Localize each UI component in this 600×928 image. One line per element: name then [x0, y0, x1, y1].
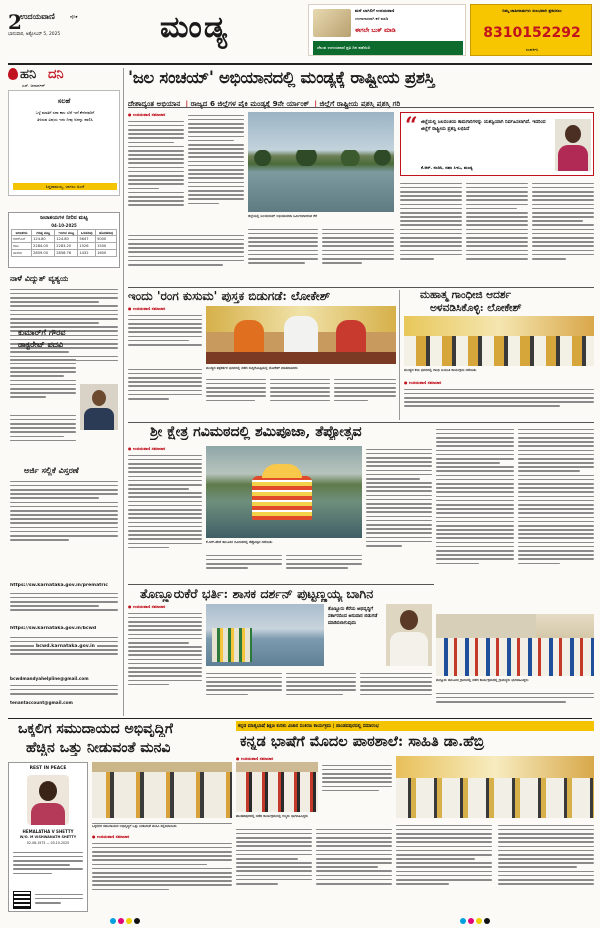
portrait-head: [400, 610, 418, 630]
kumar-body: [10, 356, 76, 412]
kannada-event-photo: [236, 762, 318, 812]
registration-mark: [134, 918, 140, 924]
paper-sub: ದೈನಿಕ: [70, 14, 78, 19]
ranga-col-5: [334, 376, 396, 420]
section-rule: [128, 287, 594, 288]
honey-logo-a: ಹನಿ: [20, 67, 37, 82]
kannada-col-5: [498, 822, 594, 912]
table-row: [12, 243, 117, 250]
kannada-stage-photo: [396, 756, 594, 818]
kannada-col-4: [396, 822, 492, 912]
kannada-col-3: [316, 826, 392, 912]
applications-link-2[interactable]: https://sw.karnataka.gov.in/bcwd: [10, 626, 97, 631]
applications-link-1[interactable]: https://sw.karnataka.gov.in/prematric: [10, 583, 108, 588]
classified-ad[interactable]: [470, 4, 592, 56]
kumar-portrait: [80, 384, 118, 430]
lake-trees: [248, 150, 394, 166]
water-table-title: ಜಲಾಶಯಗಳ ನೀರಿನ ಮಟ್ಟ: [40, 215, 88, 221]
applications-body: [10, 478, 118, 582]
subhead-separator: |: [185, 99, 191, 108]
water-level-table-box: [8, 212, 120, 268]
obituary-body: [13, 849, 83, 889]
lead-subhead-c: ಜಿಲ್ಲೆಗೆ ರಾಷ್ಟ್ರೀಯ ಪ್ರಶಸ್ತಿ ಪ್ರಶಸ್ತಿ ಗರಿ: [319, 99, 401, 108]
table-cell: 2283.20: [55, 243, 78, 250]
lead-quote-text: ಜಿಲ್ಲೆಯಲ್ಲಿ ಜಲಸಂಚಯ ಕಾಮಗಾರಿಗಳನ್ನು ಯಶಸ್ವಿಯಾಗಿ ನಿರ್ವಹಿಸಲಾಗಿದೆ. ಇದರಿಂದ ಜಿಲ್ಲೆಗೆ ರಾಷ್ಟ್ರೀಯ ಪ್ರಶಸ್ತಿ ಲಭಿಸಿದೆ: [421, 120, 546, 132]
tonnur-lake-photo: [206, 604, 324, 666]
applications-body-3: [10, 634, 118, 674]
applications-body-2: [10, 590, 118, 624]
table-cell: 124.80: [32, 236, 55, 243]
lead-col-2: [188, 112, 244, 230]
portrait-body: [31, 803, 65, 825]
decorated-boat: [252, 476, 312, 520]
ad-center-top: ಮನೆ ಬಾಗಿಲಿಗೆ ಉದಯವಾಣಿ: [355, 8, 395, 13]
group-figures: [396, 778, 594, 818]
tonnur-col-1: [128, 610, 202, 714]
honey-dani-column: [8, 68, 120, 208]
boat-lights: [262, 464, 302, 478]
ranga-press-photo: [206, 306, 396, 364]
gandhi-col-1: [404, 386, 594, 420]
stage-backdrop: [396, 756, 594, 778]
tonnur-headline: ತೊಣ್ಣೂರುಕೆರೆ ಭರ್ತಿ: ಶಾಸಕ ದರ್ಶನ್ ಪುಟ್ಟಣ್ಣಯ್ಯ ಬಾಗಿನ: [140, 586, 374, 601]
okkaliga-dateline: ● ಉದಯವಾಣಿ ಸಮಾಚಾರ: [92, 834, 130, 839]
lead-subhead-b: ರಾಜ್ಯದ 6 ಜಿಲ್ಲೆಗಳ ಪೈಕಿ ಮಂಡ್ಯಕ್ಕೆ 9ನೇ ರ್ಯಾಂಕ್: [190, 99, 310, 108]
ranga-col-3: [206, 376, 266, 420]
okkaliga-body: [92, 840, 232, 912]
table-header-cell: ಹೊರಹರಿವು: [96, 230, 117, 236]
obituary-footer: [35, 891, 83, 909]
section-rule: [128, 584, 434, 585]
date-line: ಭಾನುವಾರ, ಅಕ್ಟೋಬರ್ 5, 2025: [8, 32, 61, 37]
lead-headline: 'ಜಲ ಸಂಚಯ್' ಅಭಿಯಾನದಲ್ಲಿ ಮಂಡ್ಯಕ್ಕೆ ರಾಷ್ಟ್ರೀಯ ಪ್ರಶಸ್ತಿ: [128, 68, 435, 87]
registration-mark: [476, 918, 482, 924]
shami-dateline: ● ಉದಯವಾಣಿ ಸಮಾಚಾರ: [128, 446, 166, 451]
lakeside-crowd: [212, 628, 252, 662]
registration-mark: [468, 918, 474, 924]
registration-mark: [460, 918, 466, 924]
registration-mark: [484, 918, 490, 924]
left-column-divider: [123, 68, 124, 716]
honey-body: ಒಳ್ಳೆ ಮಾತಿಗೆ ಸದಾ ಕಾಲ ಬೆಲೆ ಇದೆ ಕೇಳಿದವರಿಗೆ ತಿಳಿಸುವ ವಿಷಯ ಇದು ನೀವು ಅದನ್ನು ಪಾಲಿಸಿ: [35, 110, 95, 122]
shami-caption: ಕೆ.ಆರ್.ಪೇಟೆ ತಾಲೂಕಿನ ಗವಿಮಠದಲ್ಲಿ ತೆಪ್ಪೋತ್ಸವ ನಡೆಯಿತು: [206, 540, 273, 544]
gandhi-caption: ಮಂಡ್ಯದ ಕಲಾ ಭವನದಲ್ಲಿ ಗಾಂಧಿ ಜಯಂತಿ ಕಾರ್ಯಕ್ರಮ ನಡೆಯಿತು: [404, 368, 477, 372]
newspaper-bundle-image: [313, 9, 351, 37]
right-event-photo: [436, 614, 594, 676]
table-row: [12, 236, 117, 243]
table-cell: 5000: [96, 236, 117, 243]
registration-mark: [126, 918, 132, 924]
ranga-col-1: [128, 312, 202, 364]
table-cell: ಕೆಆರ್‌ಎಸ್: [12, 236, 32, 243]
ad-right-phone[interactable]: 8310152292: [483, 25, 581, 41]
kumar-headline-1: ಕುಮಾರ್‌ಗೆ ಗೌರವ: [18, 328, 66, 337]
okkaliga-headline-1: ಒಕ್ಕಲಿಗ ಸಮುದಾಯದ ಅಭಿವೃದ್ಧಿಗೆ: [18, 721, 173, 737]
right-photo-caption: ಮದ್ದೂರು ತಾಲೂಕಿನ ಗ್ರಾಮದಲ್ಲಿ ನಡೆದ ಕಾರ್ಯಕ್ರಮದಲ್ಲಿ ಗ್ರಾಮಸ್ಥರು ಭಾಗವಹಿಸಿದ್ದರು: [436, 678, 529, 682]
honey-title: ಸಲಹೆ: [57, 97, 71, 105]
kannada-kicker: ಕನ್ನಡ ಮಾತೃಭಾಷೆ ಶಿಕ್ಷಣ ಕುರಿತು ವಿಚಾರ ಸಂಕಿರಣ ಕಾರ್ಯಕ್ರಮ | ಪಾಂಡವಪುರದಲ್ಲಿ ಸಮಾರಂಭ: [238, 723, 379, 729]
ranga-col-4: [270, 376, 330, 420]
subscription-ad[interactable]: [308, 4, 466, 56]
kannada-caption: ಪಾಂಡವಪುರದಲ್ಲಿ ನಡೆದ ಕಾರ್ಯಕ್ರಮದಲ್ಲಿ ಗಣ್ಯರು ಭಾಗವಹಿಸಿದ್ದರು: [236, 814, 308, 818]
tonnur-col-2: [206, 670, 282, 714]
masthead: [8, 4, 592, 62]
tonnur-dateline: ● ಉದಯವಾಣಿ ಸಮಾಚಾರ: [128, 604, 166, 609]
page-number: 2: [8, 10, 22, 34]
lead-col-6: [466, 180, 528, 286]
kumar-headline-2: ಡಾಕ್ಟರೇಟ್ ಪದವಿ: [18, 340, 64, 349]
right-col-a: [436, 426, 514, 612]
press-table: [206, 352, 396, 364]
honey-logo-b: ದನಿ: [48, 67, 64, 82]
ranga-headline: ಇಂದು 'ರಂಗ ಕುಸುಮ' ಪುಸ್ತಕ ಬಿಡುಗಡೆ: ಲೋಕೇಶ್: [128, 289, 331, 303]
ad-right-top: ನಿಮ್ಮ ಜಾಹೀರಾತುಗಳು ಸುಲಭವಾಗಿ ಪ್ರಕಟಿಸಲು: [502, 8, 562, 13]
gandhi-event-photo: [404, 316, 594, 366]
shami-col-3: [286, 552, 362, 582]
group-figures: [236, 772, 318, 812]
table-cell: 2858.76: [55, 250, 78, 257]
table-cell: 124.80: [55, 236, 78, 243]
registration-mark: [118, 918, 124, 924]
honey-drop-icon: [8, 68, 18, 80]
tonnur-pullquote-box: [328, 604, 432, 666]
lead-col-4: [322, 226, 394, 286]
section-title: ಮಂಡ್ಯ: [160, 10, 230, 45]
lead-col-7: [532, 180, 594, 286]
ranga-col-2: [128, 366, 202, 420]
kannada-dateline: ● ಉದಯವಾಣಿ ಸಮಾಚಾರ: [236, 756, 274, 761]
power-cut-headline: ನಾಳೆ ವಿದ್ಯುತ್ ವ್ಯತ್ಯಯ: [10, 274, 69, 283]
applications-link-5[interactable]: tenantaccount@gmail.com: [10, 700, 73, 705]
obituary-box: [8, 762, 88, 912]
obituary-name: HEMALATHA V SHETTY: [22, 829, 74, 834]
right-col-b: [518, 426, 594, 612]
table-header-cell: ಗರಿಷ್ಠ ಮಟ್ಟ: [32, 230, 55, 236]
lead-dateline: ● ಉದಯವಾಣಿ ಸಮಾಚಾರ: [128, 112, 166, 117]
kannada-kicker-bar: [236, 721, 594, 731]
ranga-dateline: ● ಉದಯವಾಣಿ ಸಮಾಚಾರ: [128, 306, 166, 311]
lead-col-1b: [128, 232, 244, 286]
ad-center-foot: ಚೆಲುವ ಉದಯವಾಣಿ ಪ್ರತಿ ದಿನ ಪಡೆಯಿರಿ: [317, 45, 371, 50]
tonnur-mla-portrait: [386, 604, 432, 666]
okkaliga-photo: [92, 762, 232, 818]
table-header-cell: ಜಲಾಶಯ: [12, 230, 32, 236]
quote-mark-icon: “: [405, 113, 418, 139]
portrait-head: [39, 781, 57, 801]
table-header-cell: ಇಂದಿನ ಮಟ್ಟ: [55, 230, 78, 236]
ad-center-red: ಈಗಲೇ ಬುಕ್ ಮಾಡಿ: [355, 27, 396, 34]
shami-headline: ಶ್ರೀ ಕ್ಷೇತ್ರ ಗವಿಮಠದಲ್ಲಿ ಶಮಿಪೂಜಾ, ತೆಪ್ಪೋತ್ಸವ: [150, 424, 362, 440]
shami-col-4: [366, 446, 432, 582]
table-cell: 2859.00: [32, 250, 55, 257]
table-cell: 5647: [78, 236, 96, 243]
table-row: [12, 250, 117, 257]
portrait-body: [390, 632, 428, 666]
table-cell: 1500: [96, 243, 117, 250]
tonnur-pull-quote: ತೊಣ್ಣೂರು ಕೆರೆಯ ಅಭಿವೃದ್ಧಿಗೆ ಸರ್ಕಾರದಿಂದ ಅನುದಾನ ಬಿಡುಗಡೆ ಮಾಡಿಸಲಾಗುವುದು: [328, 607, 378, 627]
applications-headline: ಅರ್ಜಿ ಸಲ್ಲಿಕೆ ವಿಸ್ತರಣೆ: [24, 466, 79, 475]
obituary-line2: W/O. M VISHWANATH SHETTY: [19, 835, 77, 839]
lead-quote-author: ಕೆ.ಆರ್. ನಂದಿನಿ, ಜಿಪಂ ಸಿಇಒ, ಮಂಡ್ಯ: [421, 165, 473, 170]
kannada-col-1: [322, 762, 392, 812]
stage-backdrop: [404, 316, 594, 336]
honey-byline: ಎಸ್. ಜನಾರ್ದನ್: [22, 83, 46, 88]
applications-link-3[interactable]: bcwd.karnataka.gov.in: [36, 644, 95, 649]
obituary-dates: 02-08-1975 — 03-10-2025: [26, 841, 70, 845]
lead-lake-photo: [248, 112, 394, 212]
lead-subhead-bar: [128, 91, 594, 108]
kannada-headline: ಕನ್ನಡ ಭಾಷೆಗೆ ಮೊದಲ ಪಾಠಶಾಲೆ: ಸಾಹಿತಿ ಡಾ.ಹೆಬ್ರಿ: [240, 733, 485, 750]
qr-code-icon[interactable]: [13, 891, 31, 909]
lead-quote-box: [400, 112, 594, 176]
tonnur-col-4: [360, 670, 432, 714]
okkaliga-headline-2: ಹೆಚ್ಚಿನ ಒತ್ತು ನೀಡುವಂತೆ ಮನವಿ: [26, 740, 171, 756]
table-cell: ಕಬಿನಿ: [12, 243, 32, 250]
group-figures: [92, 772, 232, 818]
bottom-rule: [8, 718, 592, 719]
lead-col-5: [400, 180, 462, 286]
section-rule: [128, 422, 594, 423]
paper-name: ಉದಯವಾಣಿ: [20, 12, 55, 21]
table-header-cell: ಒಳಹರಿವು: [78, 230, 96, 236]
obituary-photo: [27, 775, 69, 825]
ad-right-sub: ಸಂಪರ್ಕಿಸಿ: [525, 47, 539, 52]
tonnur-col-3: [286, 670, 356, 714]
shami-col-1: [128, 452, 202, 582]
portrait-body: [84, 408, 114, 430]
applications-link-4[interactable]: bcwdmandyahelpline@gmail.com: [10, 676, 89, 681]
kumar-body-2: [10, 412, 76, 460]
portrait-head: [92, 390, 106, 406]
shami-teppotsava-photo: [206, 446, 362, 538]
table-cell: ಹಾರಂಗಿ: [12, 250, 32, 257]
honey-box: [8, 90, 120, 196]
lead-col-1: [128, 118, 184, 228]
quote-author-photo: [555, 119, 591, 171]
lead-subhead-rule: [128, 107, 594, 108]
shami-col-2: [206, 552, 282, 582]
table-cell: 1432: [78, 250, 96, 257]
portrait-body: [558, 145, 588, 171]
water-level-table: [11, 229, 117, 257]
group-figures: [436, 638, 594, 676]
gandhi-headline-1: ಮಹಾತ್ಮ ಗಾಂಧೀಜಿ ಆದರ್ಶ: [420, 289, 512, 301]
table-cell: 1600: [96, 250, 117, 257]
ad-center-line: ಚಂದಾದಾರರಾಗಿ ಕರೆ ಮಾಡಿ: [355, 16, 388, 21]
ranga-caption: ಮಂಡ್ಯದ ಪತ್ರಕರ್ತರ ಭವನದಲ್ಲಿ ನಡೆದ ಸುದ್ದಿಗೋಷ್ಠಿಯಲ್ಲಿ ಲೋಕೇಶ್ ಮಾತನಾಡಿದರು: [206, 366, 298, 370]
okkaliga-caption: ಒಕ್ಕಲಿಗರ ಸಮುದಾಯದ ಅಭಿವೃದ್ಧಿಗೆ ಒತ್ತು ನೀಡುವಂತೆ ಮನವಿ ಸಲ್ಲಿಸಲಾಯಿತು: [92, 824, 177, 828]
registration-mark: [110, 918, 116, 924]
obituary-label: REST IN PEACE: [29, 766, 67, 771]
gandhi-headline-2: ಅಳವಡಿಸಿಕೊಳ್ಳಿ: ಲೋಕೇಶ್: [430, 302, 522, 314]
gandhi-dateline: ● ಉದಯವಾಣಿ ಸಮಾಚಾರ: [404, 380, 442, 385]
crowd-figures: [404, 336, 594, 366]
table-cell: 2284.00: [32, 243, 55, 250]
right-col-c: [436, 690, 594, 714]
portrait-head: [565, 125, 581, 143]
subhead-separator: |: [314, 99, 320, 108]
water-table-date: 04-10-2025: [51, 223, 77, 228]
table-cell: 1526: [78, 243, 96, 250]
column-divider: [399, 290, 400, 420]
lead-subhead-a: ದೇಶಾದ್ಯಂತ ಅಭಿಯಾನ: [128, 99, 181, 108]
honey-footer: ಸಿದ್ದರಾಮಯ್ಯ, ಬಾಗಲು ಹಿಂದೆ: [13, 183, 117, 190]
kannada-col-2: [236, 826, 312, 912]
lead-col-3: [248, 226, 318, 286]
masthead-rule: [8, 63, 592, 65]
lead-photo-caption: ಜಿಲ್ಲೆಯಲ್ಲಿ ಜಲಸಂಚಯ್ ಅಭಿಯಾನದಡಿ ನಿರ್ಮಿಸಲಾಗಿರುವ ಕೆರೆ: [248, 214, 317, 218]
